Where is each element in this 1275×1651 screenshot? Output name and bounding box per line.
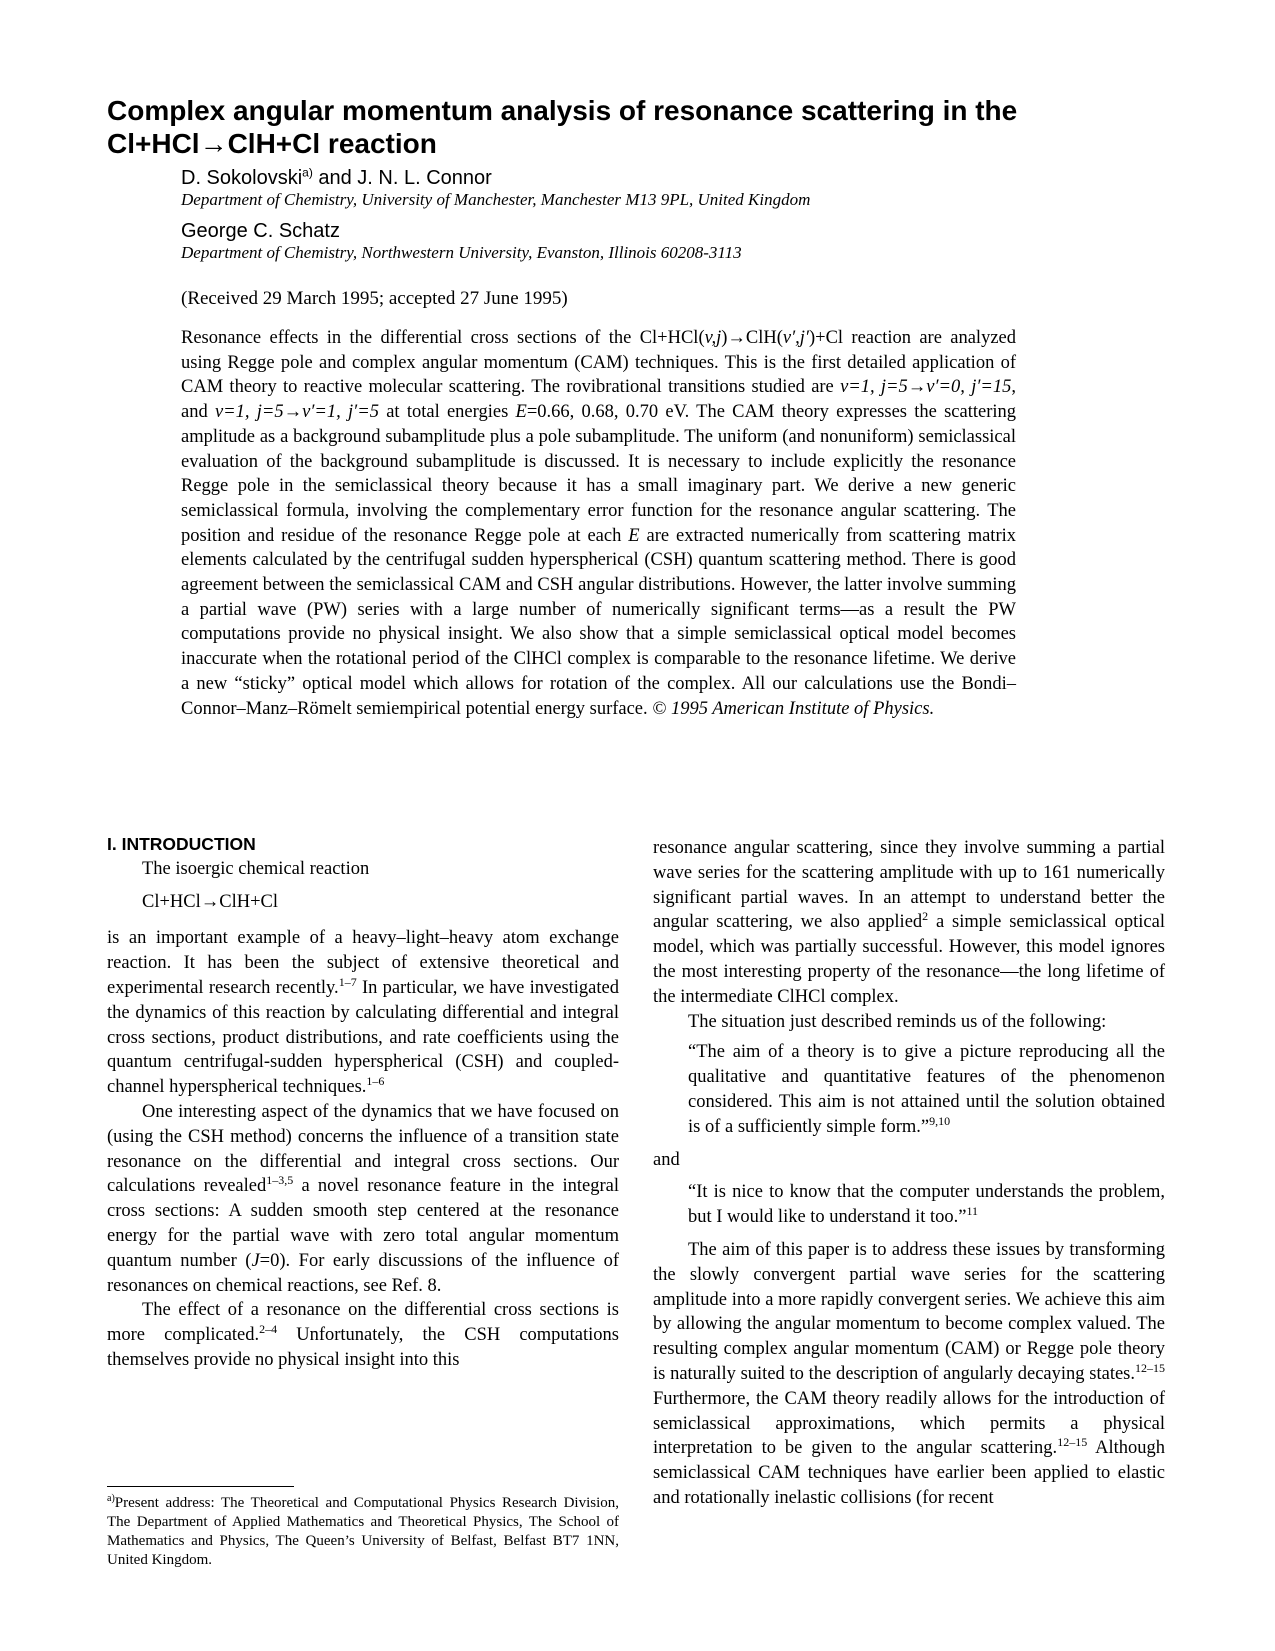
conjunction: and [653,1149,680,1170]
affiliation-2: Department of Chemistry, Northwestern University, Evanston, Illinois 60208-3113 [181,243,742,262]
author-footnote-marker[interactable]: a) [302,165,313,180]
citation[interactable]: 2 [922,909,929,924]
author-names: George C. Schatz [181,220,340,242]
right-column [653,836,1165,1511]
citation[interactable]: 11 [966,1204,979,1218]
footnote: $^{a)}$Present address: The Theoretical and Computational Physics Research Division, The Department of Applied Mathematics and Theoretical Physics, The School of Mathematics and Physics, The Queen’s University of Belfast, Belfast BT7 1NN, United Kingdom. [107,1493,619,1568]
received-dates: (Received 29 March 1995; accepted 27 June 1995) [181,288,568,309]
author-names-rest: and J. N. L. Connor [312,167,492,189]
paragraph: resonance angular scattering, since they involve summing a partial wave series for the scattering amplitude with up to 161 numerically significant partial waves. In an attempt to understand better the angular scattering, we also applied$^2$ a simple semiclassical optical model, which was partially successful. However, this model ignores the most interesting property of the resonance—the long lifetime of the intermediate ClHCl complex. [653,838,1165,1007]
citation[interactable]: 1–3,5 [266,1173,294,1188]
block-quote: “It is nice to know that the computer understands the problem, but I would like to understand it too.”$^{11}$ [688,1182,1165,1228]
author-line-2 [181,220,340,243]
citation[interactable]: 1–6 [366,1074,385,1089]
footnote-rule [107,1486,294,1487]
intro-sentence: The isoergic chemical reaction [142,858,370,879]
copyright-notice: © 1995 American Institute of Physics. [652,698,935,719]
citation[interactable]: 9,10 [929,1113,951,1128]
left-column [107,832,619,1373]
citation[interactable]: 2–4 [259,1321,278,1336]
citation[interactable]: 12–15 [1057,1435,1088,1450]
paragraph: The aim of this paper is to address these issues by transforming the slowly convergent partial wave series for the scattering amplitude into a more rapidly convergent series. We achieve this aim by allowing the angular momentum to become complex valued. The resulting complex angular momentum (CAM) or Regge pole theory is naturally suited to the description of angularly decaying states.$^{12-15}$ Furthermore, the CAM theory readily allows for the introduction of semiclassical approximations, which permits a physical interpretation to be given to the angular scattering.$^{12-15}$ Although semiclassical CAM techniques have earlier been applied to elastic and rotationally inelastic collisions (for recent [653,1239,1165,1508]
citation[interactable]: 1–7 [338,974,357,989]
affiliation-1: Department of Chemistry, University of Manchester, Manchester M13 9PL, United Kingdom [181,190,811,209]
article-title: Complex angular momentum analysis of resonance scattering in the Cl+HCl→ClH+Cl reaction [107,95,1018,159]
author-names: D. Sokolovski [181,167,303,189]
paragraph: The situation just described reminds us of the following: [688,1011,1107,1032]
abstract: Resonance effects in the differential cross sections of the Cl+HCl(v,j)→ClH(v′,j′)+Cl reaction are analyzed using Regge pole and complex angular momentum (CAM) techniques. This is the first detailed application of CAM theory to reactive molecular scattering. The rovibrational transitions studied are v=1, j=5→v′=0, j′=15, and v=1, j=5→v′=1, j′=5 at total energies E=0.66, 0.68, 0.70 eV. The CAM theory expresses the scattering amplitude as a background subamplitude plus a pole subamplitude. The uniform (and nonuniform) semiclassical evaluation of the background subamplitude is discussed. It is necessary to include explicitly the resonance Regge pole in the semiclassical theory because it has a small imaginary part. We derive a new generic semiclassical formula, involving the complementary error function for the resonance angular scattering. The position and residue of the resonance Regge pole at each E are extracted numerically from scattering matrix elements calculated by the centrifugal sudden hyperspherical (CSH) quantum scattering method. There is good agreement between the semiclassical CAM and CSH angular distributions. However, the latter involve summing a partial wave (PW) series with a large number of numerically significant terms—as a result the PW computations provide no physical insight. We also show that a simple semiclassical optical model becomes inaccurate when the rotational period of the ClHCl complex is comparable to the resonance lifetime. We derive a new “sticky” optical model which allows for rotation of the complex. All our calculations use the Bondi–Connor–Manz–Römelt semiempirical potential energy surface. © 1995 American Institute of Physics. [181,328,1017,719]
paragraph: One interesting aspect of the dynamics that we have focused on (using the CSH method) concerns the influence of a transition state resonance on the differential and integral cross sections. Our calculations revealed$^{1-3,5}$ a novel resonance feature in the integral cross sections: A sudden smooth step centered at the resonance energy for the partial wave with zero total angular momentum quantum number (J=0). For early discussions of the influence of resonances on chemical reactions, see Ref. 8. [107,1101,620,1296]
paragraph: is an important example of a heavy–light–heavy atom exchange reaction. It has been the subject of extensive theoretical and experimental research recently.$^{1-7}$ In particular, we have investigated the dynamics of this reaction by calculating differential and integral cross sections, product distributions, and rate coefficients using the quantum centrifugal-sudden hyperspherical (CSH) and coupled-channel hyperspherical techniques.$^{1-6}$ [107,928,619,1098]
citation[interactable]: 12–15 [1135,1360,1165,1375]
author-line-1 [181,167,492,190]
paragraph: The effect of a resonance on the differential cross sections is more complicated.$^{2-4}$ Unfortunately, the CSH computations themselves provide no physical insight into this [107,1300,619,1370]
block-quote: “The aim of a theory is to give a picture reproducing all the qualitative and quantitative features of the phenomenon considered. This aim is not attained until the solution obtained is of a sufficiently simple form.”$^{9,10}$ [688,1042,1165,1137]
footnote-marker: a) [107,1493,115,1504]
section-heading: I. INTRODUCTION [107,834,256,854]
reaction-equation: Cl+HCl→ClH+Cl [142,891,279,912]
